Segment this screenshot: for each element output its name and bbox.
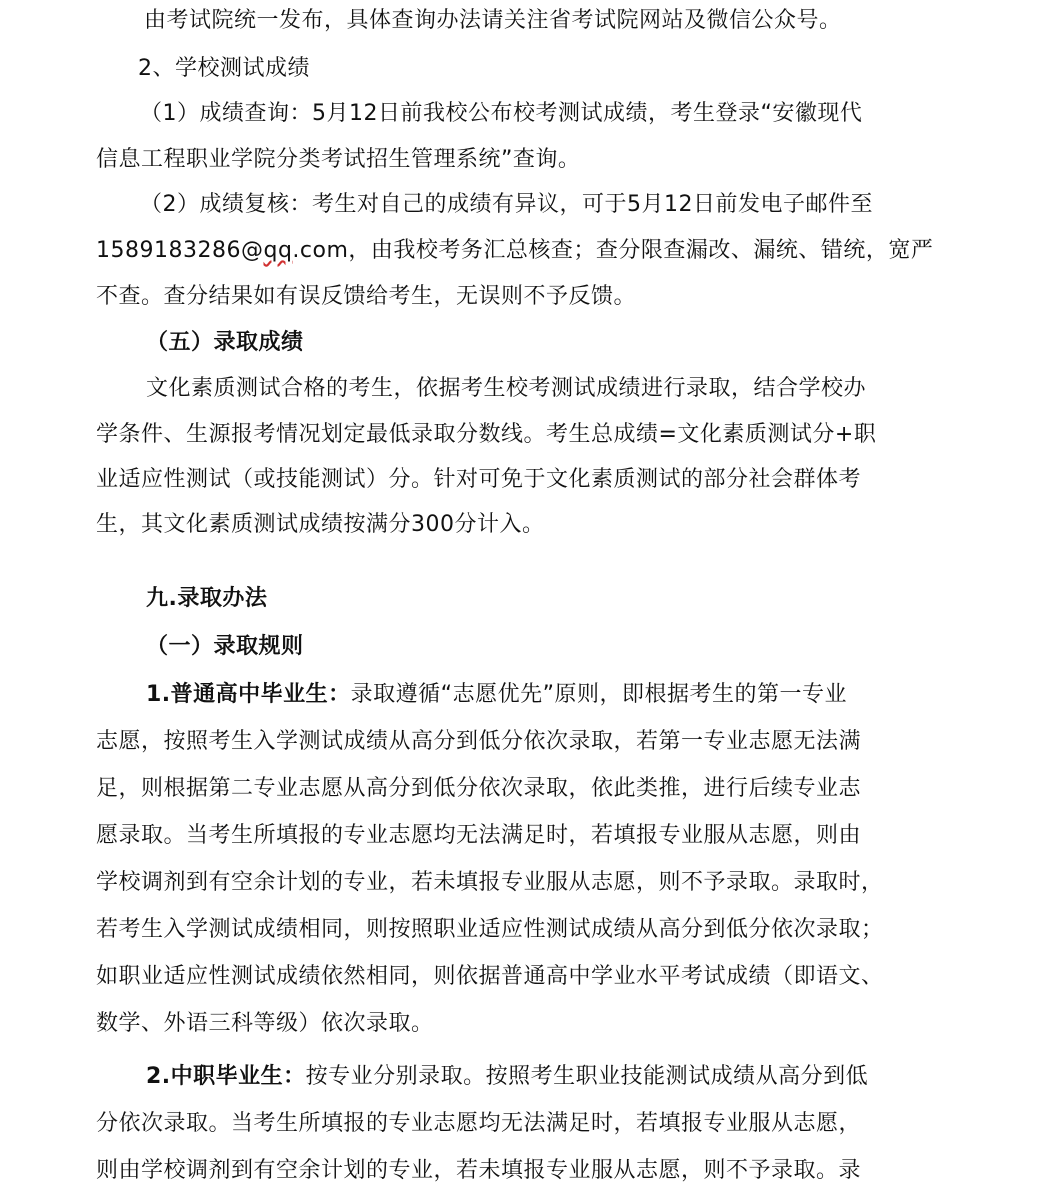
rule-label: 1.普通高中毕业生：	[146, 682, 351, 707]
paragraph-line: 如职业适应性测试成绩依然相同，则依据普通高中学业水平考试成绩（即语文、	[96, 964, 884, 989]
paragraph-line: 志愿，按照考生入学测试成绩从高分到低分依次录取，若第一专业志愿无法满	[96, 729, 862, 754]
paragraph-text: .com，由我校考务汇总核查；查分限查漏改、漏统、错统，宽严	[292, 238, 934, 263]
email-domain-underlined: qq	[263, 238, 293, 263]
paragraph-line: （1）成绩查询：5月12日前我校公布校考测试成绩，考生登录“安徽现代	[140, 101, 863, 126]
paragraph-line	[96, 236, 933, 266]
paragraph-line: （2）成绩复核：考生对自己的成绩有异议，可于5月12日前发电子邮件至	[140, 192, 873, 217]
chapter-heading: 九.录取办法	[146, 586, 268, 611]
paragraph-line: 信息工程职业学院分类考试招生管理系统”查询。	[96, 147, 581, 172]
paragraph-text: 按专业分别录取。按照考生职业技能测试成绩从高分到低	[305, 1064, 869, 1089]
email-prefix: 1589183286@	[96, 238, 264, 263]
paragraph-line: 数学、外语三科等级）依次录取。	[96, 1011, 434, 1036]
paragraph-line: 学条件、生源报考情况划定最低录取分数线。考生总成绩=文化素质测试分+职	[96, 422, 877, 447]
paragraph-text: 录取遵循“志愿优先”原则，即根据考生的第一专业	[350, 682, 847, 707]
rule-label: 2.中职毕业生：	[146, 1064, 306, 1089]
paragraph-line: 学校调剂到有空余计划的专业，若未填报专业服从志愿，则不予录取。录取时，	[96, 870, 884, 895]
paragraph-line: 不查。查分结果如有误反馈给考生，无误则不予反馈。	[96, 284, 637, 309]
paragraph-line: 若考生入学测试成绩相同，则按照职业适应性测试成绩从高分到低分依次录取；	[96, 917, 884, 942]
paragraph-line: 则由学校调剂到有空余计划的专业，若未填报专业服从志愿，则不予录取。录	[96, 1158, 862, 1183]
item-title: 2、学校测试成绩	[138, 56, 310, 81]
paragraph-line: 业适应性测试（或技能测试）分。针对可免于文化素质测试的部分社会群体考	[96, 467, 862, 492]
paragraph-line: 由考试院统一发布，具体查询办法请关注省考试院网站及微信公众号。	[144, 8, 842, 33]
paragraph-line: 文化素质测试合格的考生，依据考生校考测试成绩进行录取，结合学校办	[146, 376, 867, 401]
paragraph-line: 足，则根据第二专业志愿从高分到低分依次录取，依此类推，进行后续专业志	[96, 776, 862, 801]
paragraph-line	[146, 1062, 868, 1092]
paragraph-line: 愿录取。当考生所填报的专业志愿均无法满足时，若填报专业服从志愿，则由	[96, 823, 862, 848]
paragraph-line	[146, 680, 847, 710]
paragraph-line: 分依次录取。当考生所填报的专业志愿均无法满足时，若填报专业服从志愿，	[96, 1111, 862, 1136]
paragraph-line: 生，其文化素质测试成绩按满分300分计入。	[96, 512, 545, 537]
section-heading: （一）录取规则	[146, 634, 304, 659]
section-heading: （五）录取成绩	[146, 330, 304, 355]
